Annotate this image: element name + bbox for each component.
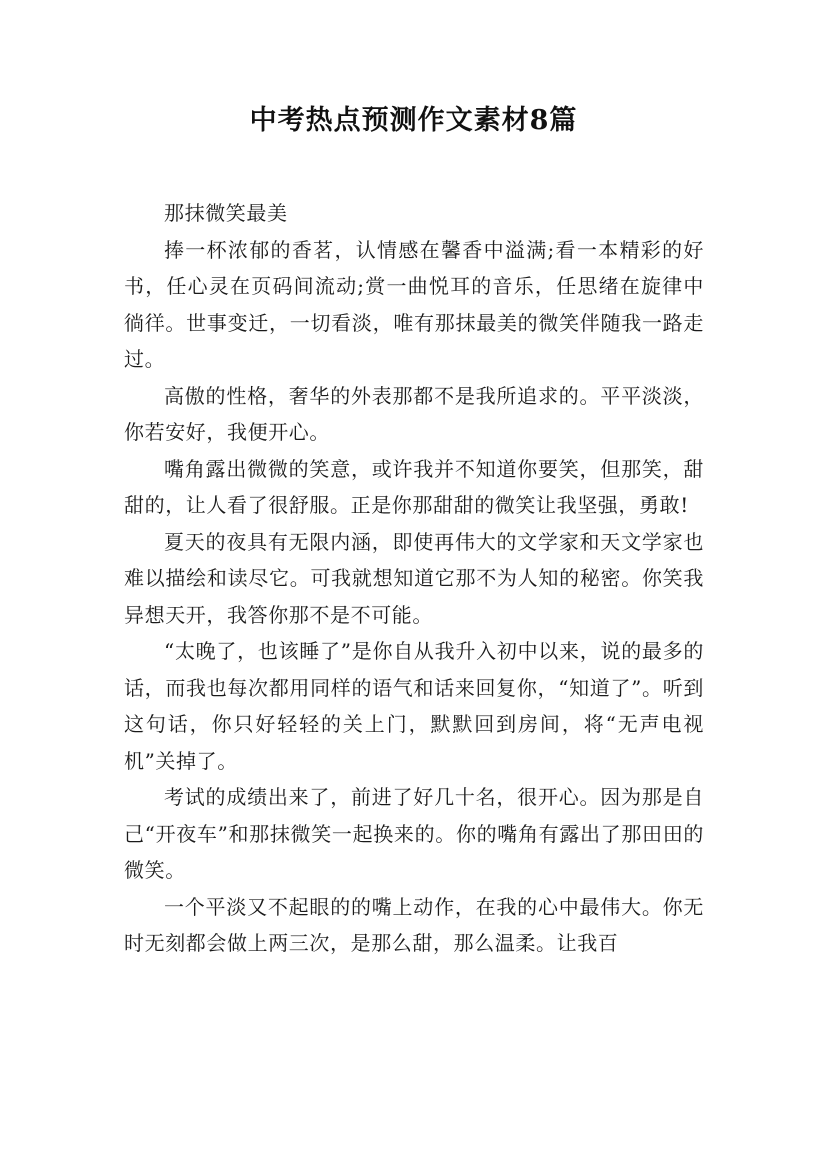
paragraph: 高傲的性格，奢华的外表那都不是我所追求的。平平淡淡，你若安好，我便开心。 xyxy=(124,383,704,444)
paragraph: 考试的成绩出来了，前进了好几十名，很开心。因为那是自己“开夜车”和那抹微笑一起换来的。你的嘴角有露出了那田田的微笑。 xyxy=(124,785,704,882)
section-heading: 那抹微笑最美 xyxy=(164,201,288,225)
paragraph: 嘴角露出微微的笑意，或许我并不知道你要笑，但那笑，甜甜的，让人看了很舒服。正是你那甜甜的微笑让我坚强，勇敢! xyxy=(124,456,704,517)
paragraph: 一个平淡又不起眼的的嘴上动作，在我的心中最伟大。你无时无刻都会做上两三次，是那么甜，那么温柔。让我百 xyxy=(124,894,704,955)
paragraph: “太晚了，也该睡了”是你自从我升入初中以来，说的最多的话，而我也每次都用同样的语气和话来回复你，“知道了”。听到这句话，你只好轻轻的关上门，默默回到房间，将“无声电视机”关掉了。 xyxy=(124,639,704,773)
document-title: 中考热点预测作文素材8篇 xyxy=(249,105,578,136)
paragraph: 夏天的夜具有无限内涵，即使再伟大的文学家和天文学家也难以描绘和读尽它。可我就想知道它那不为人知的秘密。你笑我异想天开，我答你那不是不可能。 xyxy=(124,529,704,627)
paragraph: 捧一杯浓郁的香茗，认情感在馨香中溢满;看一本精彩的好书，任心灵在页码间流动;赏一曲悦耳的音乐，任思绪在旋律中徜徉。世事变迁，一切看淡，唯有那抹最美的微笑伴随我一路走过。 xyxy=(124,237,704,371)
document-body xyxy=(124,195,704,962)
